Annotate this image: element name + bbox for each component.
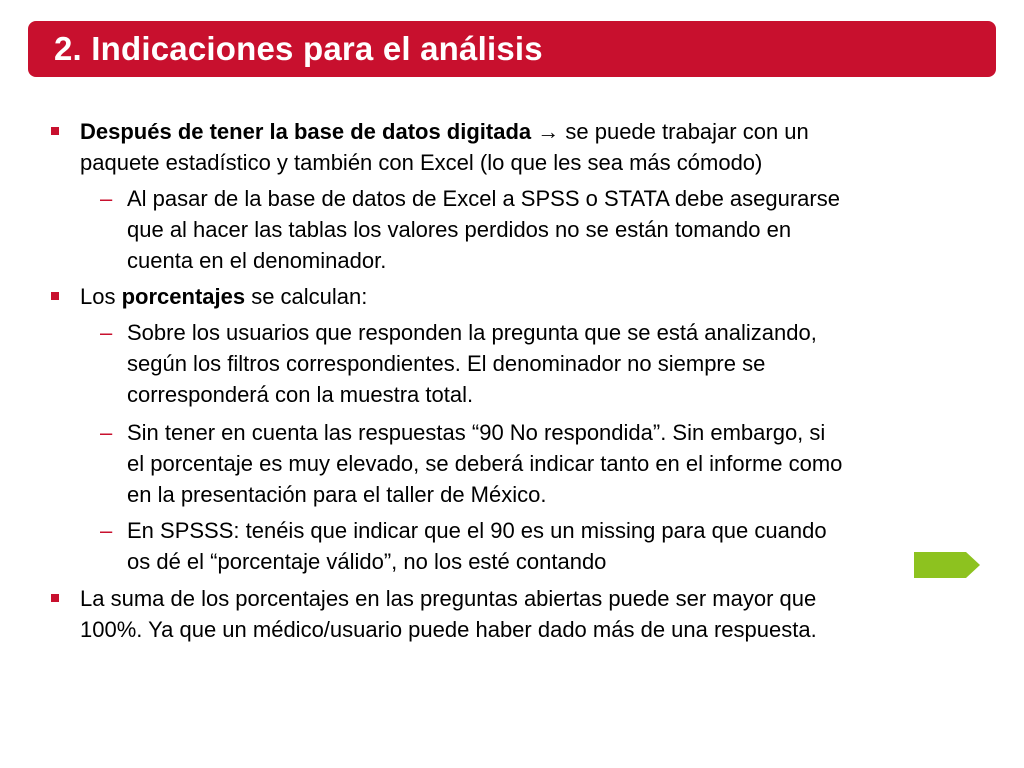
bullet-1-text: se puede trabajar con un (559, 119, 809, 144)
dash-3-line-2: el porcentaje es muy elevado, se deberá indicar tanto en el informe como (127, 451, 843, 476)
bullet-square-icon (51, 594, 59, 602)
bullet-square-icon (51, 292, 59, 300)
dash-4-line-1: En SPSSS: tenéis que indicar que el 90 es un missing para que cuando (127, 518, 827, 543)
bullet-1-bold-text: Después de tener la base de datos digitada (80, 119, 532, 144)
arrow-right-icon: → (537, 119, 560, 144)
dash-icon: – (100, 186, 113, 211)
dash-3-line-3: en la presentación para el taller de México. (127, 482, 547, 507)
bullet-2-pre: Los (80, 284, 122, 309)
bullet-2-post: se calculan: (245, 284, 368, 309)
next-arrow-shape (914, 552, 980, 578)
dash-2-line-2: según los filtros correspondientes. El denominador no siempre se (127, 351, 766, 376)
bullet-1-line-2: paquete estadístico y también con Excel (lo que les sea más cómodo) (80, 150, 763, 175)
page-title: 2. Indicaciones para el análisis (54, 30, 543, 67)
dash-4-line-2: os dé el “porcentaje válido”, no los esté contando (127, 549, 607, 574)
bullet-2-line-1 (80, 284, 367, 310)
bullet-2-bold-text: porcentajes (121, 284, 246, 309)
bullet-square-icon (51, 127, 59, 135)
dash-icon: – (100, 518, 113, 543)
dash-1-line-2: que al hacer las tablas los valores perdidos no se están tomando en (127, 217, 792, 242)
dash-2-line-1: Sobre los usuarios que responden la pregunta que se está analizando, (127, 320, 817, 345)
dash-3-line-1: Sin tener en cuenta las respuestas “90 No respondida”. Sin embargo, si (127, 420, 826, 445)
bullet-3-line-2: 100%. Ya que un médico/usuario puede haber dado más de una respuesta. (80, 617, 817, 642)
bullet-3-line-1: La suma de los porcentajes en las preguntas abiertas puede ser mayor que (80, 586, 817, 611)
dash-icon: – (100, 420, 113, 445)
dash-icon: – (100, 320, 113, 345)
bullet-1-line-1 (80, 119, 809, 145)
dash-1-line-3: cuenta en el denominador. (127, 248, 387, 273)
dash-1-line-1: Al pasar de la base de datos de Excel a SPSS o STATA debe asegurarse (127, 186, 840, 211)
next-arrow-icon[interactable] (914, 552, 980, 578)
dash-2-line-3: corresponderá con la muestra total. (127, 382, 474, 407)
